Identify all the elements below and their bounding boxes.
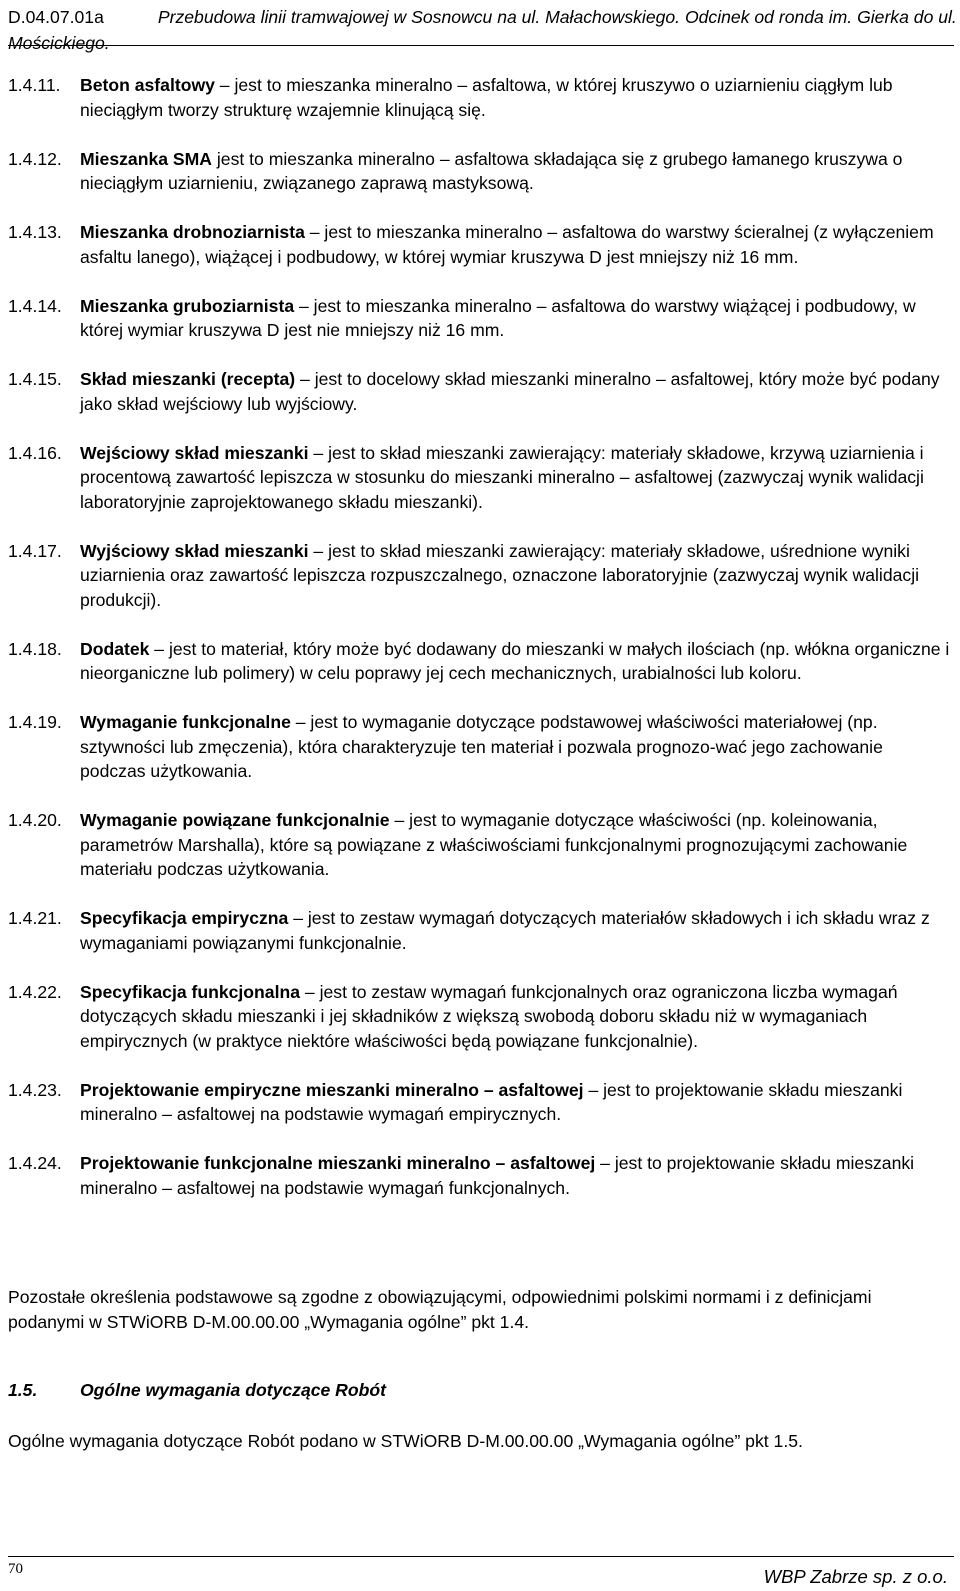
definition-item <box>8 1078 952 1127</box>
definition-item <box>8 710 952 784</box>
definition-item <box>8 808 952 882</box>
definition-text: – jest to zestaw wymagań dotyczących materiałów składowych i ich składu wraz z wymaganiami powiązanymi funkcjonalnie. <box>80 908 930 953</box>
definition-term: Projektowanie funkcjonalne mieszanki mineralno – asfaltowej <box>80 1153 596 1173</box>
definition-term: Projektowanie empiryczne mieszanki mineralno – asfaltowej <box>80 1079 584 1100</box>
definition-number: 1.4.15. <box>8 369 62 389</box>
document-code: D.04.07.01a <box>8 7 104 27</box>
definition-number: 1.4.20. <box>8 810 62 830</box>
definition-item <box>8 441 952 515</box>
section-title: Ogólne wymagania dotyczące Robót <box>80 1380 386 1400</box>
definition-term: Wymaganie powiązane funkcjonalnie <box>80 810 390 830</box>
definition-text: – jest to mieszanka mineralno – asfaltowa do warstwy ścieralnej (z wyłączeniem asfaltu lanego), wiążącej i podbudowy, w której wymiar kruszywa D jest mniejszy niż 16 mm. <box>80 222 934 267</box>
definitions-list <box>8 73 952 1225</box>
definition-number: 1.4.14. <box>8 295 62 316</box>
definition-number: 1.4.17. <box>8 540 62 561</box>
definition-term: Mieszanka gruboziarnista <box>80 295 295 316</box>
definition-term: Wyjściowy skład mieszanki <box>80 540 309 561</box>
definition-term: Beton asfaltowy <box>80 75 215 95</box>
definition-term: Wymaganie funkcjonalne <box>80 712 291 732</box>
definition-item <box>8 539 952 613</box>
definition-term: Mieszanka SMA <box>80 148 212 169</box>
section-heading <box>8 1378 386 1402</box>
definition-item <box>8 73 952 122</box>
definition-number: 1.4.18. <box>8 638 62 659</box>
definition-item <box>8 980 952 1054</box>
definition-text: – jest to zestaw wymagań funkcjonalnych oraz ograniczona liczba wymagań dotyczących składu mieszanki i jej składników z większą swobodą doboru składu niż w wymaganiach empirycznych (w praktyce niektóre właściwości będą powiązane funkcjonalnie). <box>80 981 898 1051</box>
definition-term: Skład mieszanki (recepta) <box>80 369 296 389</box>
definition-term: Wejściowy skład mieszanki <box>80 442 309 463</box>
company-name: WBP Zabrze sp. z o.o. <box>763 1566 948 1587</box>
definition-text: – jest to projektowanie składu mieszanki mineralno – asfaltowej na podstawie wymagań empirycznych. <box>80 1079 903 1124</box>
definition-number: 1.4.12. <box>8 148 62 169</box>
definition-text: – jest to mieszanka mineralno – asfaltowa, w której kruszywo o uziarnieniu ciągłym lub nieciągłym tworzy strukturę wzajemnie klinującą się. <box>80 75 893 120</box>
section-body: Ogólne wymagania dotyczące Robót podano w STWiORB D-M.00.00.00 „Wymagania ogólne” pkt 1.5. <box>8 1431 803 1451</box>
definition-number: 1.4.19. <box>8 712 62 732</box>
definition-text: – jest to skład mieszanki zawierający: materiały składowe, krzywą uziarnienia i procentową zawartość lepiszcza w stosunku do mieszanki mineralno – asfaltowej (zazwyczaj wynik walidacji laboratoryjnie zaprojektowanego składu mieszanki). <box>80 442 924 512</box>
definition-number: 1.4.21. <box>8 908 62 928</box>
definition-number: 1.4.11. <box>8 75 61 95</box>
definition-item <box>8 637 952 686</box>
definition-number: 1.4.13. <box>8 222 62 242</box>
definition-item <box>8 147 952 196</box>
definition-text: – jest to materiał, który może być dodawany do mieszanki w małych ilościach (np. włókna organiczne i nieorganiczne lub polimery) w celu poprawy jej cech mechanicznych, urabialności lub koloru. <box>80 638 950 683</box>
definition-text: – jest to skład mieszanki zawierający: materiały składowe, uśrednione wyniki uziarnienia oraz zawartość lepiszcza rozpuszczalnego, oznaczone laboratoryjnie (zazwyczaj wynik walidacji produkcji). <box>80 540 920 610</box>
page-header <box>8 4 958 56</box>
definition-term: Mieszanka drobnoziarnista <box>80 222 305 242</box>
definition-number: 1.4.24. <box>8 1153 62 1173</box>
page-number: 70 <box>8 1561 23 1577</box>
definition-text: – jest to docelowy skład mieszanki mineralno – asfaltowej, który może być podany jako skład wejściowy lub wyjściowy. <box>80 369 940 414</box>
definition-item <box>8 906 952 955</box>
definition-term: Dodatek <box>80 638 150 659</box>
section-number: 1.5. <box>8 1380 38 1400</box>
definition-item <box>8 1151 952 1200</box>
definition-term: Specyfikacja funkcjonalna <box>80 981 301 1002</box>
definition-item <box>8 367 952 416</box>
definition-item <box>8 294 952 343</box>
definition-number: 1.4.16. <box>8 442 62 463</box>
closing-paragraph: Pozostałe określenia podstawowe są zgodne z obowiązującymi, odpowiednimi polskimi normami i z definicjami podanymi w STWiORB D-M.00.00.00 „Wymagania ogólne” pkt 1.4. <box>8 1287 872 1332</box>
footer-divider <box>8 1556 954 1557</box>
definition-text: – jest to projektowanie składu mieszanki mineralno – asfaltowej na podstawie wymagań funkcjonalnych. <box>80 1153 915 1198</box>
definition-number: 1.4.22. <box>8 981 62 1002</box>
definition-text: – jest to wymaganie dotyczące podstawowej właściwości materiałowej (np. sztywności lub zmęczenia), która charakteryzuje ten materiał i pozwala prognozo-wać jego zachowanie podczas użytkowania. <box>80 712 883 781</box>
definition-item <box>8 220 952 269</box>
definition-number: 1.4.23. <box>8 1079 62 1100</box>
definition-text: jest to mieszanka mineralno – asfaltowa składająca się z grubego łamanego kruszywa o nieciągłym uziarnieniu, związanego zaprawą mastyksową. <box>80 148 903 193</box>
definition-text: – jest to wymaganie dotyczące właściwości (np. koleinowania, parametrów Marshalla), które są powiązane z właściwościami funkcjonalnymi prognozującymi zachowanie materiału podczas użytkowania. <box>80 810 908 879</box>
header-divider <box>8 45 954 46</box>
definition-term: Specyfikacja empiryczna <box>80 908 289 928</box>
definition-text: – jest to mieszanka mineralno – asfaltowa do warstwy wiążącej i podbudowy, w której wymiar kruszywa D jest nie mniejszy niż 16 mm. <box>80 295 916 340</box>
document-title: Przebudowa linii tramwajowej w Sosnowcu na ul. Małachowskiego. Odcinek od ronda im. Gierka do ul. Mościckiego. <box>8 7 957 53</box>
